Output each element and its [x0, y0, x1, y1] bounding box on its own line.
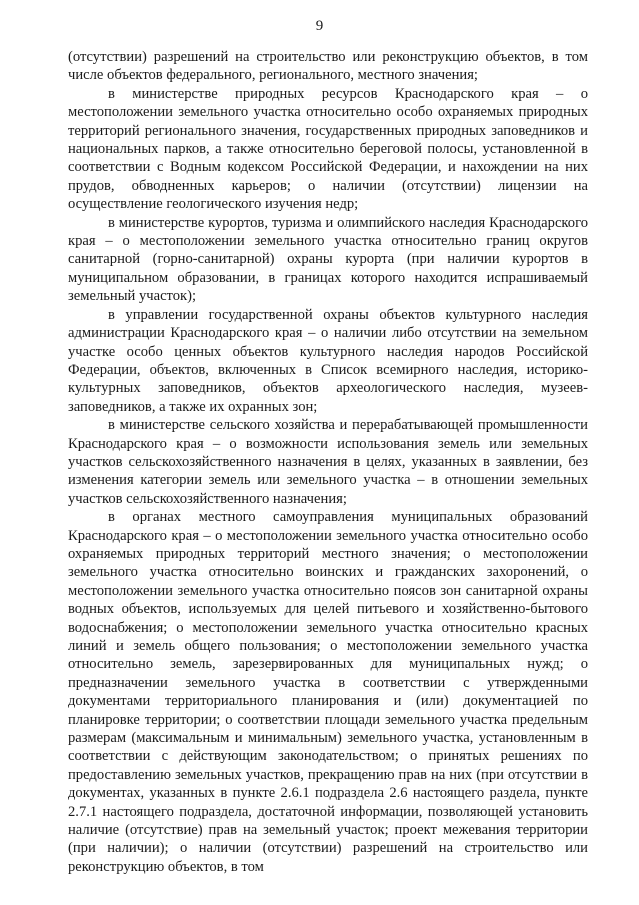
paragraph-resorts-ministry: в министерстве курортов, туризма и олимпийского наследия Краснодарского края – о местоположении земельного участка относительно границ округов санитарной (горно-санитарной) охраны курорта (при наличии курортов в муниципальном образовании, в границах которого находится испрашиваемый земельный участок); [68, 214, 588, 305]
paragraph-cultural-heritage-department: в управлении государственной охраны объектов культурного наследия администрации Краснодарского края – о наличии либо отсутствии на земельном участке особо ценных объектов культурного наследия народов Российской Федерации, объектов, включенных в Список всемирного наследия, историко-культурных заповедников, объектов археологического наследия, музеев-заповедников, а также их охранных зон; [68, 306, 588, 415]
document-body [68, 48, 588, 876]
paragraph-natural-resources-ministry: в министерстве природных ресурсов Краснодарского края – о местоположении земельного участка относительно особо охраняемых природных территорий регионального значения, государственных природных заповедников и национальных парков, а также относительно береговой полосы, установленной в соответствии с Водным кодексом Российской Федерации, и нахождении на них прудов, обводненных карьеров; о наличии (отсутствии) лицензии на осуществление геологического изучения недр; [68, 85, 588, 213]
paragraph-agriculture-ministry: в министерстве сельского хозяйства и перерабатывающей промышленности Краснодарского края – о возможности использования земель или земельных участков сельскохозяйственного назначения в целях, указанных в заявлении, без изменения категории земель или земельного участка – в отношении земельных участков сельскохозяйственного назначения; [68, 417, 588, 507]
paragraph-continuation: (отсутствии) разрешений на строительство или реконструкцию объектов, в том числе объектов федерального, регионального, местного значения; [68, 49, 588, 84]
paragraph-local-self-government: в органах местного самоуправления муниципальных образований Краснодарского края – о местоположении земельного участка относительно особо охраняемых природных территорий местного значения; о местоположении земельного участка относительно воинских и гражданских захоронений, о местоположении земельного участка относительно поясов зон санитарной охраны водных объектов, используемых для целей питьевого и хозяйственно-бытового водоснабжения; о местоположении земельного участка относительно красных линий и земель общего пользования; о местоположении земельного участка относительно земель, зарезервированных для муниципальных нужд; о предназначении земельного участка в соответствии с утвержденными документами территориального планирования и (или) документацией по планировке территории; о соответствии площади земельного участка предельным размерам (максимальным и минимальным) земельного участка, установленным в соответствии с действующим законодательством; о принятых решениях по предоставлению земельных участков, прекращению прав на них (при отсутствии в документах, указанных в пункте 2.6.1 подраздела 2.6 настоящего раздела, пункте 2.7.1 настоящего подраздела, достаточной информации, позволяющей установить наличие (отсутствие) прав на земельный участок; проект межевания территории (при наличии); о наличии (отсутствии) разрешений на строительство или реконструкцию объектов, в том [68, 509, 588, 875]
page-number: 9 [315, 18, 324, 34]
